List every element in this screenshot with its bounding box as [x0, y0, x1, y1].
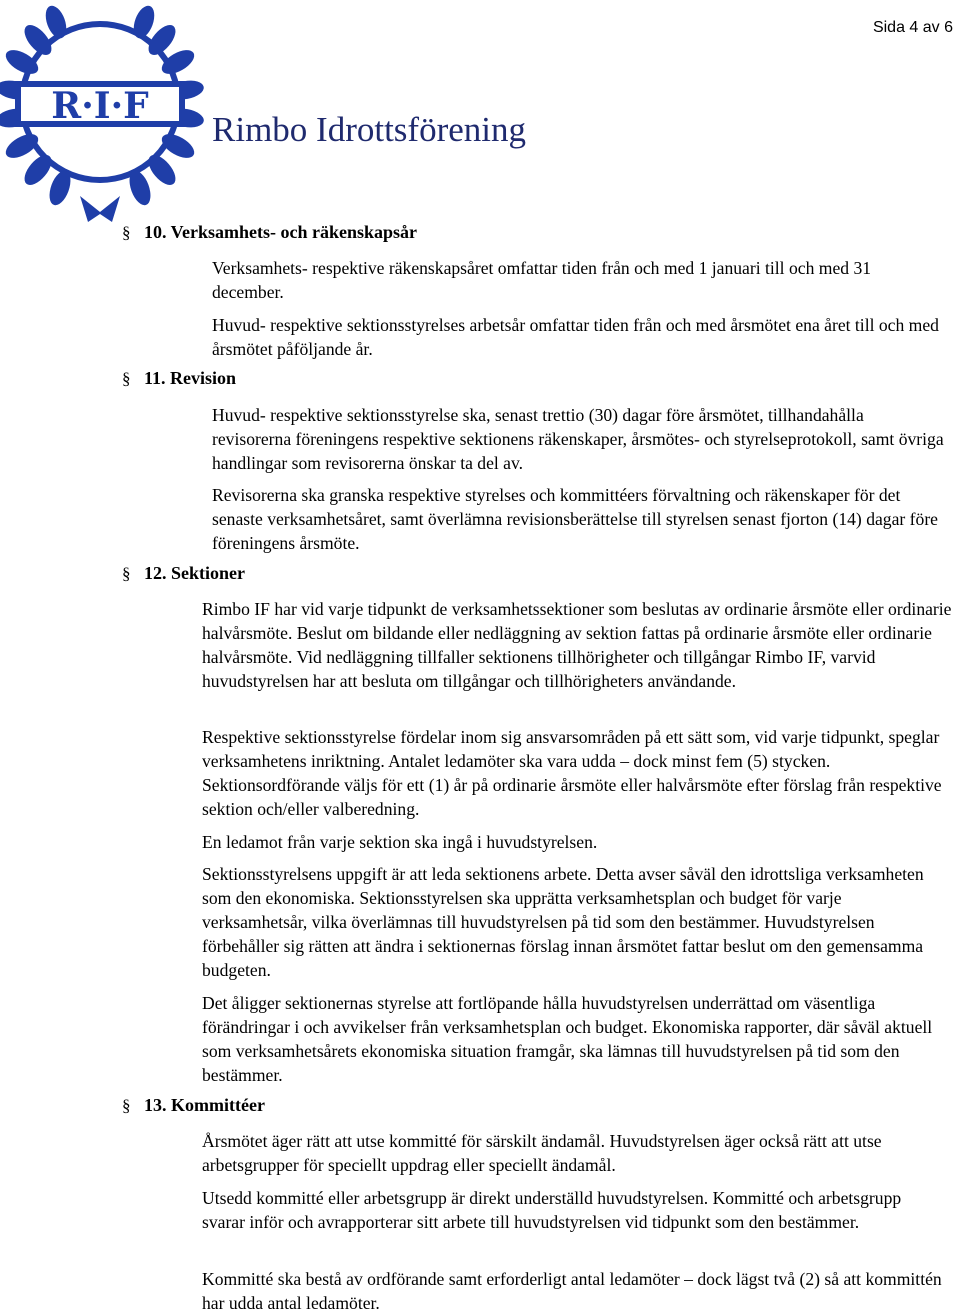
section-11-heading	[122, 368, 236, 389]
section-13-paragraph-2: Utsedd kommitté eller arbetsgrupp är direkt underställd huvudstyrelsen. Kommitté och arbetsgrupp svarar inför och avrapporterar sitt arbete till huvudstyrelsen vid tidpunkt som den bestämmer.	[202, 1188, 902, 1232]
section-marker-icon: §	[122, 1095, 131, 1115]
section-10-paragraph-1: Verksamhets- respektive räkenskapsåret omfattar tiden från och med 1 januari till och med 31 december.	[212, 258, 872, 302]
logo-text: R·I·F	[51, 85, 149, 127]
section-13-paragraph-3: Kommitté ska bestå av ordförande samt erforderligt antal ledamöter – dock lägst två (2) så att kommittén har udda antal ledamöter.	[202, 1269, 942, 1313]
section-13-heading	[122, 1095, 265, 1116]
section-12-paragraph-4: Sektionsstyrelsens uppgift är att leda sektionens arbete. Detta avser såväl den idrottsliga verksamheten som den ekonomiska. Sektionsstyrelsen ska upprätta verksamhetsplan och budget för varje verksamhetsår, vilka överlämnas till huvudstyrelsen på tid som den bestämmer. Huvudstyrelsen förbehåller sig rätten att ändra i sektionernas förslag innan årsmötet fattar beslut om den gemensamma budgeten.	[202, 864, 924, 980]
section-marker-icon: §	[122, 563, 131, 583]
section-13-title: 13. Kommittéer	[144, 1095, 265, 1115]
section-12-title: 12. Sektioner	[144, 563, 245, 583]
section-marker-icon: §	[122, 368, 131, 388]
section-11-paragraph-1: Huvud- respektive sektionsstyrelse ska, senast trettio (30) dagar före årsmötet, tillhandahålla revisorerna föreningens respektive sektionens räkenskaper, årsmötes- och styrelseprotokoll, samt övriga handlingar som revisorerna önskar ta del av.	[212, 405, 944, 473]
section-12-paragraph-1: Rimbo IF har vid varje tidpunkt de verksamhetssektioner som beslutas av ordinarie årsmöte eller ordinarie halvårsmöte. Beslut om bildande eller nedläggning av sektion fattas på ordinarie årsmöte eller ordinarie halvårsmöte. Vid nedläggning tillfaller sektionens tillhörigheter och tillgångar Rimbo IF, varvid huvudstyrelsen har att besluta om tillgångar och tillhörigheters användande.	[202, 599, 952, 691]
organization-name: Rimbo Idrottsförening	[212, 110, 526, 149]
section-11-title: 11. Revision	[144, 368, 237, 388]
section-13-paragraph-1: Årsmötet äger rätt att utse kommitté för särskilt ändamål. Huvudstyrelsen äger också rätt att utse arbetsgrupper för speciellt uppdrag eller speciellt ändamål.	[202, 1131, 882, 1175]
section-marker-icon: §	[122, 222, 131, 242]
section-12-paragraph-3: En ledamot från varje sektion ska ingå i huvudstyrelsen.	[202, 832, 598, 852]
section-11-paragraph-2: Revisorerna ska granska respektive styrelses och kommittéers förvaltning och räkenskaper för det senaste verksamhetsåret, samt överlämna revisionsberättelse till styrelsen senast fjorton (14) dagar före föreningens årsmöte.	[212, 485, 938, 553]
section-10-title: 10. Verksamhets- och räkenskapsår	[144, 222, 418, 242]
rif-logo	[0, 0, 210, 230]
section-10-paragraph-2: Huvud- respektive sektionsstyrelses arbetsår omfattar tiden från och med årsmötet ena året till och med årsmötet påföljande år.	[212, 315, 939, 359]
page-number: Sida 4 av 6	[872, 19, 953, 36]
section-12-paragraph-2: Respektive sektionsstyrelse fördelar inom sig ansvarsområden på ett sätt som, vid varje tidpunkt, speglar verksamhetens inriktning. Antalet ledamöter ska vara udda – dock minst fem (5) stycken. Sektionsordförande väljs för ett (1) år på ordinarie årsmöte eller halvårsmöte efter förslag från respektive sektion och/eller valberedning.	[202, 727, 942, 819]
section-10-heading	[122, 222, 417, 243]
section-12-heading	[122, 563, 245, 584]
section-12-paragraph-5: Det åligger sektionernas styrelse att fortlöpande hålla huvudstyrelsen underrättad om väsentliga förändringar i och avvikelser från verksamhetsplan och budget. Ekonomiska rapporter, där såväl aktuell som verksamhetsårets ekonomiska situation framgår, ska lämnas till huvudstyrelsen på tid som den bestämmer.	[202, 993, 933, 1085]
